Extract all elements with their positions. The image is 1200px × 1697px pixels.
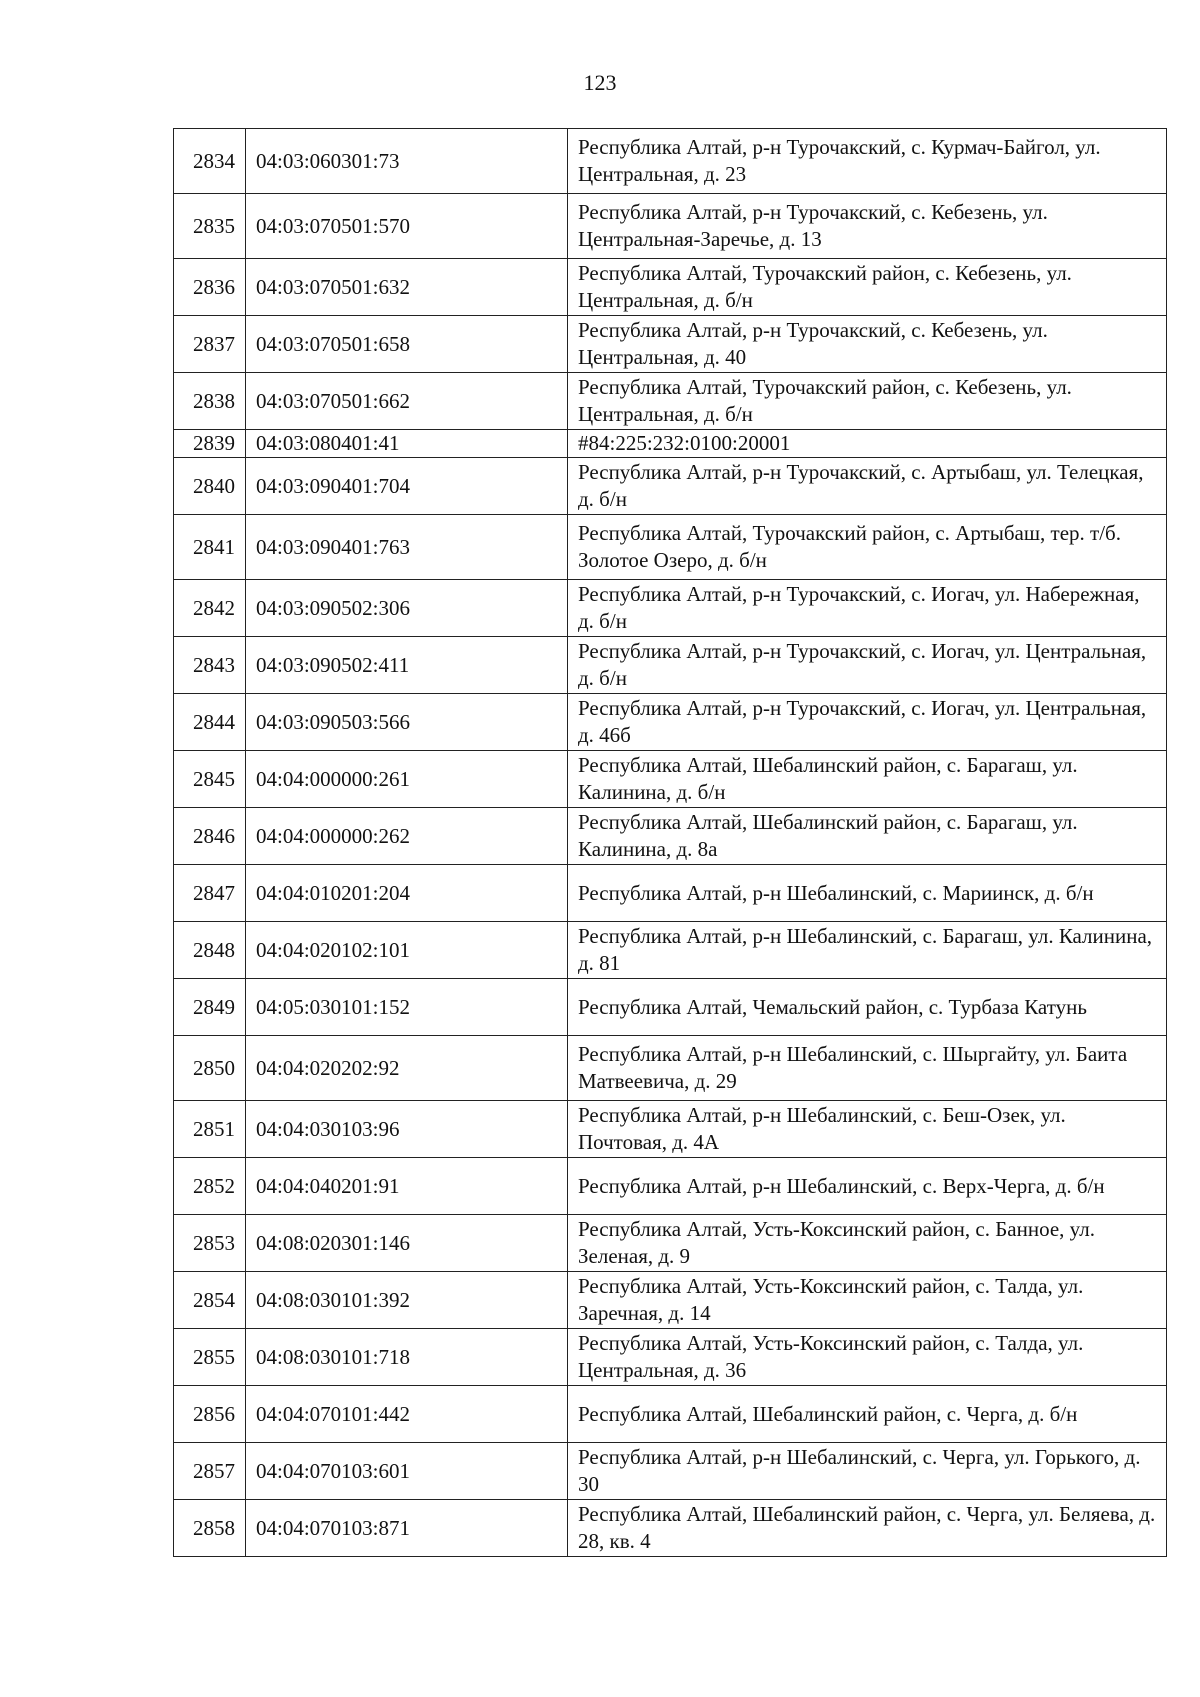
row-number: 2856 xyxy=(174,1386,246,1443)
row-number: 2843 xyxy=(174,637,246,694)
cadastral-number: 04:03:060301:73 xyxy=(246,129,568,194)
row-number: 2847 xyxy=(174,865,246,922)
cadastral-number: 04:08:020301:146 xyxy=(246,1215,568,1272)
address: Республика Алтай, р-н Турочакский, с. Кебезень, ул. Центральная-Заречье, д. 13 xyxy=(568,194,1167,259)
table-row xyxy=(174,430,1167,458)
table-row xyxy=(174,637,1167,694)
address: Республика Алтай, Турочакский район, с. Артыбаш, тер. т/б. Золотое Озеро, д. б/н xyxy=(568,515,1167,580)
row-number: 2857 xyxy=(174,1443,246,1500)
row-number: 2858 xyxy=(174,1500,246,1557)
cadastral-number: 04:04:020102:101 xyxy=(246,922,568,979)
row-number: 2834 xyxy=(174,129,246,194)
table-row xyxy=(174,1158,1167,1215)
table-row xyxy=(174,515,1167,580)
address: Республика Алтай, р-н Турочакский, с. Иогач, ул. Центральная, д. 46б xyxy=(568,694,1167,751)
address: Республика Алтай, Шебалинский район, с. Барагаш, ул. Калинина, д. б/н xyxy=(568,751,1167,808)
address: Республика Алтай, р-н Шебалинский, с. Верх-Черга, д. б/н xyxy=(568,1158,1167,1215)
table-row xyxy=(174,1272,1167,1329)
address: Республика Алтай, Шебалинский район, с. Черга, д. б/н xyxy=(568,1386,1167,1443)
cadastral-number: 04:04:010201:204 xyxy=(246,865,568,922)
address: Республика Алтай, р-н Шебалинский, с. Шыргайту, ул. Баита Матвеевича, д. 29 xyxy=(568,1036,1167,1101)
cadastral-number: 04:03:070501:570 xyxy=(246,194,568,259)
cadastral-number: 04:04:020202:92 xyxy=(246,1036,568,1101)
row-number: 2840 xyxy=(174,458,246,515)
cadastral-number: 04:03:070501:658 xyxy=(246,316,568,373)
row-number: 2835 xyxy=(174,194,246,259)
cadastral-number: 04:03:090502:306 xyxy=(246,580,568,637)
cadastral-number: 04:03:090401:763 xyxy=(246,515,568,580)
address: Республика Алтай, р-н Турочакский, с. Артыбаш, ул. Телецкая, д. б/н xyxy=(568,458,1167,515)
table-row xyxy=(174,1101,1167,1158)
row-number: 2845 xyxy=(174,751,246,808)
address: Республика Алтай, Усть-Коксинский район, с. Банное, ул. Зеленая, д. 9 xyxy=(568,1215,1167,1272)
table-row xyxy=(174,259,1167,316)
row-number: 2838 xyxy=(174,373,246,430)
address: Республика Алтай, Шебалинский район, с. Барагаш, ул. Калинина, д. 8а xyxy=(568,808,1167,865)
table-row xyxy=(174,1215,1167,1272)
address: Республика Алтай, р-н Турочакский, с. Иогач, ул. Центральная, д. б/н xyxy=(568,637,1167,694)
cadastral-number: 04:03:070501:662 xyxy=(246,373,568,430)
table-row xyxy=(174,751,1167,808)
table-row xyxy=(174,1386,1167,1443)
address: Республика Алтай, р-н Шебалинский, с. Барагаш, ул. Калинина, д. 81 xyxy=(568,922,1167,979)
address: Республика Алтай, Усть-Коксинский район, с. Талда, ул. Центральная, д. 36 xyxy=(568,1329,1167,1386)
cadastral-number: 04:03:080401:41 xyxy=(246,430,568,458)
table-row xyxy=(174,316,1167,373)
address: Республика Алтай, р-н Турочакский, с. Иогач, ул. Набережная, д. б/н xyxy=(568,580,1167,637)
row-number: 2839 xyxy=(174,430,246,458)
address: Республика Алтай, р-н Шебалинский, с. Беш-Озек, ул. Почтовая, д. 4А xyxy=(568,1101,1167,1158)
cadastral-number: 04:04:030103:96 xyxy=(246,1101,568,1158)
table-row xyxy=(174,1500,1167,1557)
cadastral-number: 04:04:070103:871 xyxy=(246,1500,568,1557)
address: Республика Алтай, Турочакский район, с. Кебезень, ул. Центральная, д. б/н xyxy=(568,373,1167,430)
row-number: 2850 xyxy=(174,1036,246,1101)
cadastral-number: 04:04:040201:91 xyxy=(246,1158,568,1215)
table-row xyxy=(174,194,1167,259)
table-row xyxy=(174,580,1167,637)
row-number: 2846 xyxy=(174,808,246,865)
table-row xyxy=(174,979,1167,1036)
table-row xyxy=(174,694,1167,751)
table-row xyxy=(174,1036,1167,1101)
row-number: 2851 xyxy=(174,1101,246,1158)
row-number: 2848 xyxy=(174,922,246,979)
row-number: 2844 xyxy=(174,694,246,751)
address: Республика Алтай, р-н Шебалинский, с. Черга, ул. Горького, д. 30 xyxy=(568,1443,1167,1500)
table-row xyxy=(174,922,1167,979)
row-number: 2855 xyxy=(174,1329,246,1386)
cadastral-number: 04:04:070103:601 xyxy=(246,1443,568,1500)
cadastral-number: 04:03:090503:566 xyxy=(246,694,568,751)
table-row xyxy=(174,865,1167,922)
row-number: 2852 xyxy=(174,1158,246,1215)
table-row xyxy=(174,1329,1167,1386)
row-number: 2837 xyxy=(174,316,246,373)
page-number: 123 xyxy=(583,70,617,95)
table-row xyxy=(174,808,1167,865)
row-number: 2836 xyxy=(174,259,246,316)
address: Республика Алтай, Усть-Коксинский район, с. Талда, ул. Заречная, д. 14 xyxy=(568,1272,1167,1329)
table-row xyxy=(174,458,1167,515)
cadastral-number: 04:05:030101:152 xyxy=(246,979,568,1036)
address: Республика Алтай, Турочакский район, с. Кебезень, ул. Центральная, д. б/н xyxy=(568,259,1167,316)
cadastral-number: 04:03:090502:411 xyxy=(246,637,568,694)
address: #84:225:232:0100:20001 xyxy=(568,430,1167,458)
cadastral-number: 04:04:000000:261 xyxy=(246,751,568,808)
address: Республика Алтай, Шебалинский район, с. Черга, ул. Беляева, д. 28, кв. 4 xyxy=(568,1500,1167,1557)
address: Республика Алтай, р-н Турочакский, с. Курмач-Байгол, ул. Центральная, д. 23 xyxy=(568,129,1167,194)
address: Республика Алтай, р-н Шебалинский, с. Мариинск, д. б/н xyxy=(568,865,1167,922)
row-number: 2849 xyxy=(174,979,246,1036)
row-number: 2842 xyxy=(174,580,246,637)
row-number: 2854 xyxy=(174,1272,246,1329)
cadastral-number: 04:08:030101:718 xyxy=(246,1329,568,1386)
table-row xyxy=(174,1443,1167,1500)
row-number: 2853 xyxy=(174,1215,246,1272)
cadastral-number: 04:03:070501:632 xyxy=(246,259,568,316)
row-number: 2841 xyxy=(174,515,246,580)
address: Республика Алтай, Чемальский район, с. Турбаза Катунь xyxy=(568,979,1167,1036)
cadastral-number: 04:08:030101:392 xyxy=(246,1272,568,1329)
address: Республика Алтай, р-н Турочакский, с. Кебезень, ул. Центральная, д. 40 xyxy=(568,316,1167,373)
table-row xyxy=(174,373,1167,430)
table-row xyxy=(174,129,1167,194)
cadastral-number: 04:04:000000:262 xyxy=(246,808,568,865)
cadastral-number: 04:03:090401:704 xyxy=(246,458,568,515)
registry-table xyxy=(173,128,1167,1557)
cadastral-number: 04:04:070101:442 xyxy=(246,1386,568,1443)
